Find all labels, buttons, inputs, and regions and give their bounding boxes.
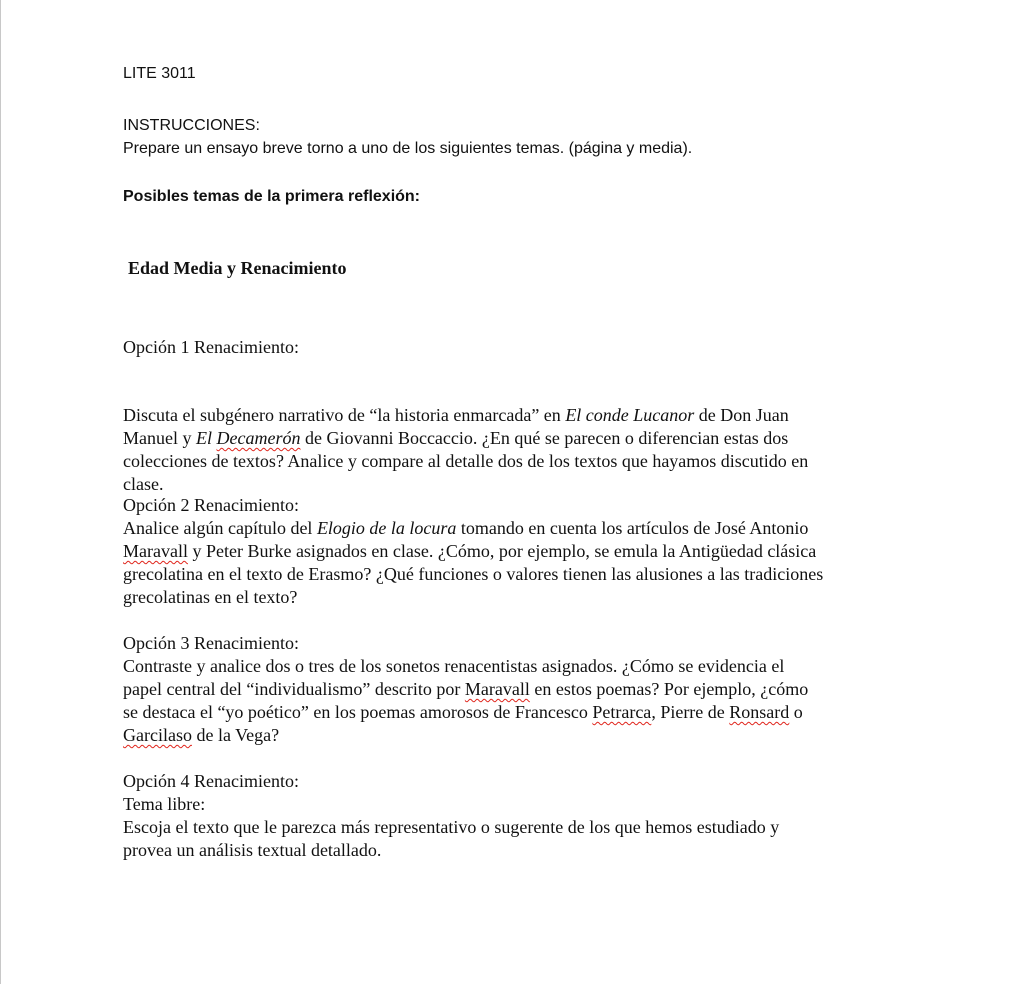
option-text-line: Analice algún capítulo del Elogio de la locura tomando en cuenta los artículos de José Antonio — [123, 518, 809, 538]
spellcheck-word: Maravall — [464, 679, 530, 699]
option-text-line: clase. — [123, 474, 164, 494]
option-text-line: grecolatina en el texto de Erasmo? ¿Qué funciones o valores tienen las alusiones a las tradiciones — [123, 564, 824, 584]
option-title: Opción 4 Renacimiento: — [123, 771, 299, 791]
option-text-line: provea un análisis textual detallado. — [123, 840, 382, 860]
option-text-line: grecolatinas en el texto? — [123, 587, 298, 607]
option-title: Opción 3 Renacimiento: — [123, 633, 299, 653]
option-text-line: Maravall y Peter Burke asignados en clase. ¿Cómo, por ejemplo, se emula la Antigüedad clásica — [123, 541, 817, 561]
section-heading: Edad Media y Renacimiento — [128, 258, 347, 278]
option-text-line: se destaca el “yo poético” en los poemas amorosos de Francesco Petrarca, Pierre de Ronsard o — [123, 702, 803, 722]
page-left-edge — [0, 0, 1, 984]
spellcheck-word: Maravall — [123, 541, 188, 561]
themes-heading: Posibles temas de la primera reflexión: — [123, 188, 421, 205]
book-title: Decamerón — [216, 428, 301, 448]
option-text-line: Manuel y El Decamerón de Giovanni Boccaccio. ¿En qué se parecen o diferencian estas dos — [123, 428, 789, 448]
instructions-label: INSTRUCCIONES: — [123, 117, 260, 134]
spellcheck-word: Petrarca — [592, 702, 652, 722]
spellcheck-word: Garcilaso — [123, 725, 192, 745]
option-text-line: Garcilaso de la Vega? — [123, 725, 280, 745]
option-text-line: colecciones de textos? Analice y compare al detalle dos de los textos que hayamos discutido en — [123, 451, 809, 471]
option-text-line: papel central del “individualismo” descrito por Maravall en estos poemas? Por ejemplo, ¿cómo — [123, 679, 809, 699]
option-text-line: Escoja el texto que le parezca más representativo o sugerente de los que hemos estudiado y — [123, 817, 780, 837]
option-text-line: Tema libre: — [123, 794, 206, 814]
option-title: Opción 2 Renacimiento: — [123, 495, 299, 515]
book-title: El — [195, 428, 217, 448]
spellcheck-word: Ronsard — [729, 702, 790, 722]
option-title: Opción 1 Renacimiento: — [123, 337, 299, 357]
instructions-text: Prepare un ensayo breve torno a uno de los siguientes temas. (página y media). — [123, 140, 693, 157]
book-title: Elogio de la locura — [316, 518, 457, 538]
book-title: El conde Lucanor — [565, 405, 695, 425]
option-text-line: Discuta el subgénero narrativo de “la historia enmarcada” en El conde Lucanor de Don Juan — [123, 405, 789, 425]
option-text-line: Contraste y analice dos o tres de los sonetos renacentistas asignados. ¿Cómo se evidencia el — [123, 656, 785, 676]
course-code: LITE 3011 — [123, 65, 196, 82]
